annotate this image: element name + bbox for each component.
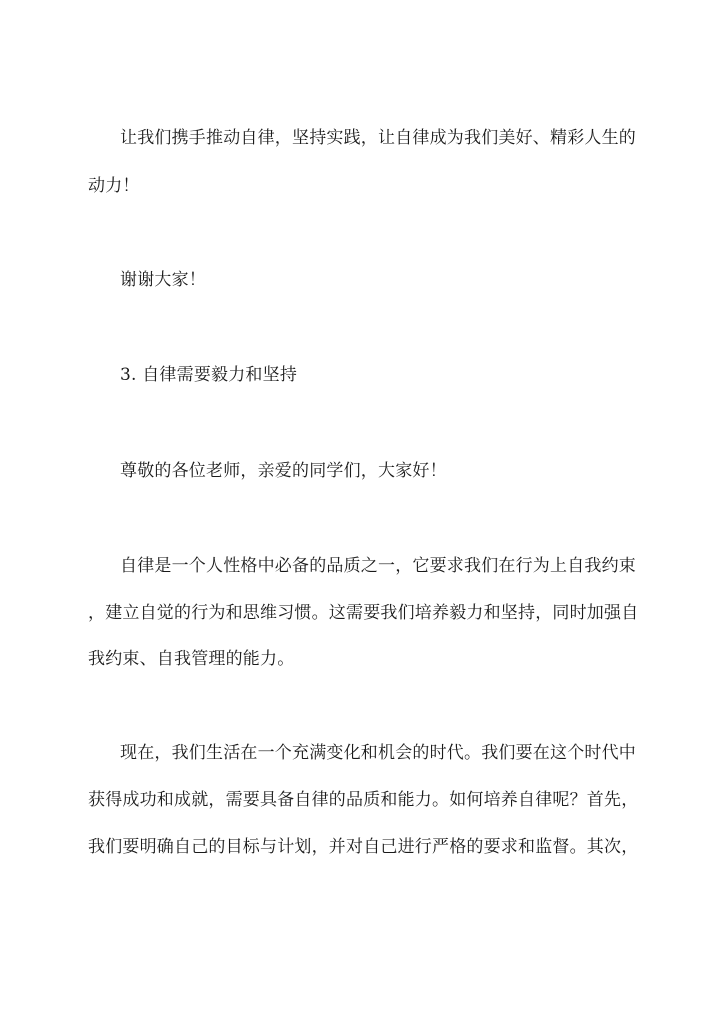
- paragraph-line: 我们要明确自己的目标与计划，并对自己进行严格的要求和监督。其次，: [88, 837, 639, 857]
- paragraph-line: 动力！: [88, 176, 140, 196]
- paragraph-line: 自律是一个人性格中必备的品质之一，它要求我们在行为上自我约束: [120, 556, 636, 576]
- paragraph-line: 我约束、自我管理的能力。: [88, 649, 295, 669]
- paragraph-line: 谢谢大家！: [120, 270, 206, 290]
- paragraph-line: 获得成功和成就，需要具备自律的品质和能力。如何培养自律呢？首先，: [88, 790, 639, 810]
- paragraph-line: ，建立自觉的行为和思维习惯。这需要我们培养毅力和坚持，同时加强自: [88, 603, 639, 623]
- paragraph-line: 现在，我们生活在一个充满变化和机会的时代。我们要在这个时代中: [120, 743, 636, 763]
- paragraph-line: 让我们携手推动自律，坚持实践，让自律成为我们美好、精彩人生的: [120, 128, 636, 148]
- greeting-line: 尊敬的各位老师，亲爱的同学们，大家好！: [120, 461, 447, 481]
- section-heading: 3. 自律需要毅力和坚持: [120, 365, 298, 385]
